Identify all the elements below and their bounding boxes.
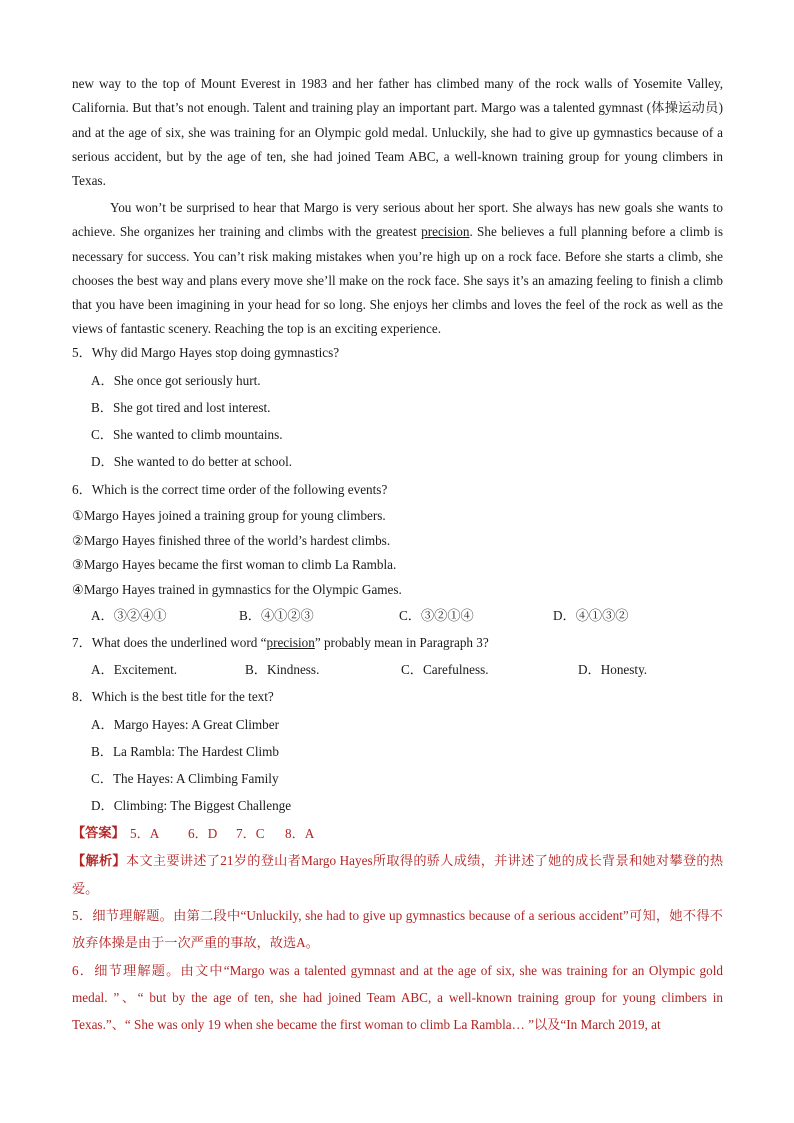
answer-6: 6．D [188,826,218,841]
q7-option-d: D．Honesty. [578,662,648,677]
q8-option-d: D．Climbing: The Biggest Challenge [91,798,292,813]
question-7-stem [72,634,489,652]
answer-5: 5．A [130,826,160,841]
passage-text: You won’t be surprised to hear that Margo is very serious about her sport. She always has new goals she wants to achieve. She organizes her training and climbs with the greatest [72,200,723,240]
analysis-summary [72,847,723,902]
q5-option-b: B．She got tired and lost interest. [91,400,271,415]
q7-option-a: A．Excitement. [91,662,178,677]
q6-event-1: ①Margo Hayes joined a training group for young climbers. [72,508,386,523]
q7-option-b: B．Kindness. [245,662,320,677]
question-8-stem: 8．Which is the best title for the text? [72,689,274,704]
q8-option-c: C．The Hayes: A Climbing Family [91,771,279,786]
underlined-word: precision [421,224,470,240]
q6-event-2: ②Margo Hayes finished three of the world’s hardest climbs. [72,533,391,548]
q8-option-a: A．Margo Hayes: A Great Climber [91,717,280,732]
q7-option-c: C．Carefulness. [401,662,489,677]
analysis-label: 【解析】 [72,854,126,869]
q6-options-row [91,607,651,625]
analysis-summary-text: 本文主要讲述了21岁的登山者Margo Hayes所取得的骄人成绩，并讲述了她的成长背景和她对攀登的热爱。 [72,853,724,896]
question-6-stem: 6．Which is the correct time order of the following events? [72,482,388,497]
q7-underlined-word: precision [266,635,315,650]
answer-7: 7．C [236,826,265,841]
q7-options-row [91,661,671,679]
answer-line [72,825,372,843]
analysis-q6: 6．细节理解题。由文中“Margo was a talented gymnast and at the age of six, she was training for an Olympic gold medal. ”、“ but by the age of ten, she had joined Team ABC, a well-known training group for young climbers in Texas.”、“ She was only 19 when she became the first woman to climb La Rambla… ”以及“In March 2019, at [72,963,723,1032]
q6-event-3: ③Margo Hayes became the first woman to climb La Rambla. [72,557,397,572]
q7-stem-text: 7．What does the underlined word “ [72,635,267,650]
passage-paragraph-3 [72,196,723,342]
q6-option-a: A．③②④① [91,608,167,623]
q5-option-d: D．She wanted to do better at school. [91,454,293,469]
q6-option-b: B．④①②③ [239,608,314,623]
answer-label: 【答案】 [72,826,125,841]
q6-option-d: D．④①③② [553,608,629,623]
question-5-stem: 5．Why did Margo Hayes stop doing gymnastics? [72,345,340,360]
analysis-q5: 5．细节理解题。由第二段中“Unluckily, she had to give up gymnastics because of a serious accident”可知，她不得不放弃体操是由于一次严重的事故，故选A。 [72,908,723,950]
q6-event-4: ④Margo Hayes trained in gymnastics for the Olympic Games. [72,582,402,597]
q7-stem-text: ” probably mean in Paragraph 3? [314,635,489,650]
passage-text: . She believes a full planning before a climb is necessary for success. You can’t risk making mistakes when you’re high up on a rock face. Before she starts a climb, she chooses the best way and plans every move she’ll make on the rock face. She says it’s an amazing feeling to finish a climb that you have been imagining in your head for so long. She enjoys her climbs and loves the feel of the rock as well as the views of fantastic scenery. Reaching the top is an exciting experience. [72,224,723,337]
q5-option-a: A．She once got seriously hurt. [91,373,261,388]
passage-paragraph-2: new way to the top of Mount Everest in 1983 and her father has climbed many of the rock walls of Yosemite Valley, California. But that’s not enough. Talent and training play an important part. Margo was a talented gymnast (体操运动员) and at the age of six, she was training for an Olympic gold medal. Unluckily, she had to give up gymnastics because of a serious accident, but by the age of ten, she had joined Team ABC, a well-known training group for young climbers in Texas. [72,76,723,189]
answer-8: 8．A [285,826,315,841]
q5-option-c: C．She wanted to climb mountains. [91,427,283,442]
q8-option-b: B．La Rambla: The Hardest Climb [91,744,280,759]
q6-option-c: C．③②①④ [399,608,474,623]
